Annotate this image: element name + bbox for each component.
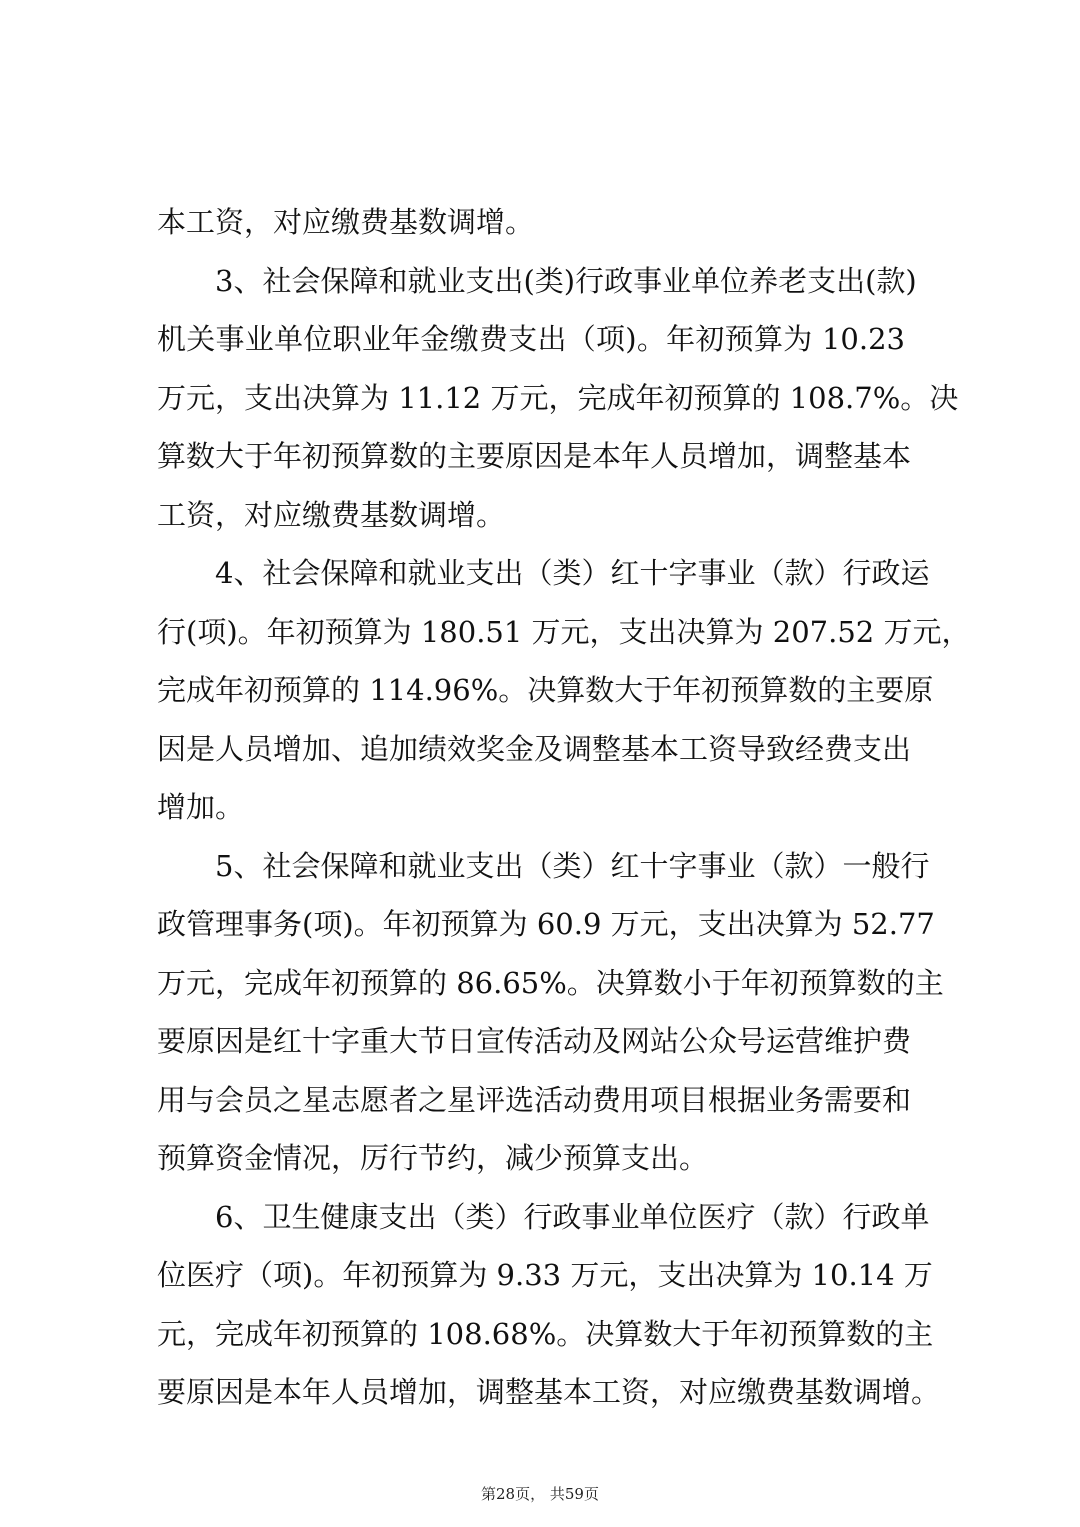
text-line: 工资，对应缴费基数调增。 <box>157 497 506 532</box>
paragraph-first-line: 4、社会保障和就业支出（类）红十字事业（款）行政运 <box>215 556 930 590</box>
text-line: 用与会员之星志愿者之星评选活动费用项目根据业务需要和 <box>157 1082 912 1117</box>
paragraph-first-line: 3、社会保障和就业支出(类)行政事业单位养老支出(款) <box>215 263 917 298</box>
text-line: 要原因是本年人员增加，调整基本工资，对应缴费基数调增。 <box>157 1375 941 1409</box>
text-line: 政管理事务(项)。年初预算为 60.9 万元，支出决算为 52.77 <box>157 907 935 941</box>
text-line: 机关事业单位职业年金缴费支出（项)。年初预算为 10.23 <box>157 322 905 356</box>
text-line: 行(项)。年初预算为 180.51 万元，支出决算为 207.52 万元， <box>157 614 971 649</box>
text-line: 算数大于年初预算数的主要原因是本年人员增加，调整基本 <box>157 439 912 473</box>
text-line: 位医疗（项)。年初预算为 9.33 万元，支出决算为 10.14 万 <box>157 1258 933 1292</box>
text-line: 万元，完成年初预算的 86.65%。决算数小于年初预算数的主 <box>157 965 944 1000</box>
text-line: 要原因是红十字重大节日宣传活动及网站公众号运营维护费 <box>157 1024 912 1058</box>
text-line: 预算资金情况，厉行节约，减少预算支出。 <box>157 1141 709 1175</box>
page-number: 第28页， 共59页 <box>481 1485 599 1503</box>
text-line: 完成年初预算的 114.96%。决算数大于年初预算数的主要原 <box>157 673 934 707</box>
text-line: 因是人员增加、追加绩效奖金及调整基本工资导致经费支出 <box>157 731 912 766</box>
text-line: 本工资，对应缴费基数调增。 <box>157 205 535 239</box>
text-line: 元，完成年初预算的 108.68%。决算数大于年初预算数的主 <box>157 1316 934 1351</box>
paragraph-first-line: 5、社会保障和就业支出（类）红十字事业（款）一般行 <box>215 848 930 883</box>
paragraph-first-line: 6、卫生健康支出（类）行政事业单位医疗（款）行政单 <box>215 1199 930 1234</box>
text-line: 增加。 <box>157 790 245 824</box>
body-text <box>157 193 971 1422</box>
text-line: 万元，支出决算为 11.12 万元，完成年初预算的 108.7%。决 <box>157 380 959 415</box>
